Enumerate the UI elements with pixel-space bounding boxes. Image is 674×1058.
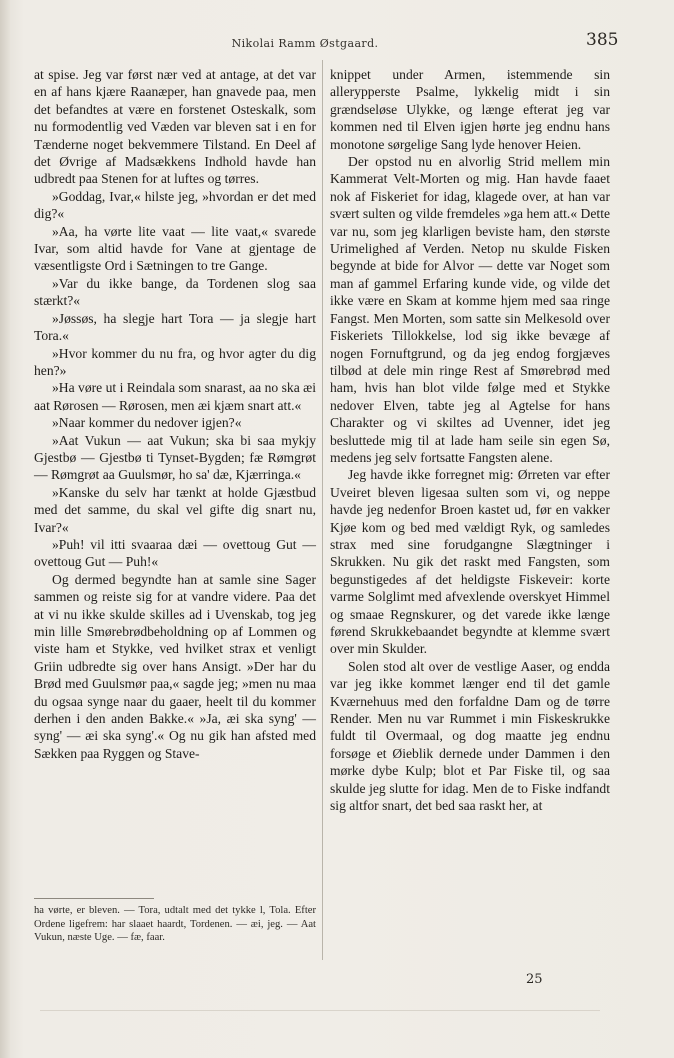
footnote-rule [34,898,154,899]
paragraph: »Hvor kommer du nu fra, og hvor agter du dig hen?» [34,345,316,378]
paragraph: »Puh! vil itti svaaraa dæi — ovettoug Gut — ovettoug Gut — Puh!« [34,536,316,570]
paragraph: »Goddag, Ivar,« hilste jeg, »hvordan er det med dig?« [34,188,316,222]
running-header-title: Nikolai Ramm Østgaard. [231,37,379,50]
paragraph: »Kanske du selv har tænkt at holde Gjæstbud med det samme, du skal vel gifte dig snart nu, Ivar?« [34,484,316,535]
paragraph: »Naar kommer du nedover igjen?« [52,415,242,431]
paragraph: Solen stod alt over de vestlige Aaser, og endda var jeg ikke kommet længer end til det gamle Kværnehuus med den forfaldne Dam og de tørre Render. Men nu var Rummet i min Fiskeskrukke fuldt til Overmaal, og dog maatte jeg endnu forsøge et Øieblik dernede under Dammen i den mørke dybe Kulp; blot et Par Fiske til, og saa skulde jeg slutte for idag. Men de to Fiske indfandt sig altfor snart, det bed saa raskt her, at [330,658,610,814]
paragraph: »Aat Vukun — aat Vukun; ska bi saa mykjy Gjestbø — Gjestbø ti Tynset-Bygden; fæ Rømgrøt — Rømgrøt aa Guulsmør, ho sa' dæ, Kjærringa.« [34,432,316,483]
right-column [330,66,610,814]
paragraph: knippet under Armen, istemmende sin allerypperste Psalme, lykkelig midt i sin grændseløse Ulykke, og længe efterat jeg var kommen ned til Elven igjen hørte jeg endnu hans monotone sørgelige Sang lyde henover Heien. [330,67,610,152]
page-edge [0,0,10,1058]
paragraph: »Var du ikke bange, da Tordenen slog saa stærkt?« [34,275,316,309]
paragraph: Og dermed begyndte han at samle sine Sager sammen og reiste sig for at vandre videre. Paa det at vi nu ikke skulde skilles ad i Uvenskab, tog jeg min lille Smørebrødbeholdning op af Lommen og viste ham et Stykke, ved hvilket strax et venligt Griin udbredte sig over hans Ansigt. »Der har du Brød med Guulsmør paa,« sagde jeg; »men nu maa du ogsaa synge naar du gaaer, heelt til du kommer derhen i den anden Bakke.« »Ja, æi ska syng' — syng' — æi ska syng'.« Og nu gik han afsted med Sækken paa Ryggen og Stave- [34,571,316,761]
paragraph: Jeg havde ikke forregnet mig: Ørreten var efter Uveiret bleven ligesaa sulten som vi, og neppe havde jeg nedenfor Broen kastet ud, før en vakker Kjøe kom og bed med vældigt Ryk, og samledes strax med sine forudgangne Slægtninger i Skrukken. Nu gik det raskt med Fangsten, som begunstigedes af det heldigste Fiskeveir: korte varme Solglimt med afvexlende overskyet Himmel og smaae Regnskurer, og det varede ikke længe førend Skrukkebaandet begyndte at klemme svært over min Skulder. [330,467,610,657]
column-divider [322,60,323,960]
page-number: 385 [586,30,619,50]
paragraph: »Aa, ha vørte lite vaat — lite vaat,« svarede Ivar, som altid havde for Vane at gjentage de væsentligste Ord i Sætningen to tre Gange. [34,223,316,274]
paragraph: Der opstod nu en alvorlig Strid mellem min Kammerat Velt-Morten og mig. Han havde faaet nok af Fiskeriet for idag, klagede over, at han var svært sulten og vilde fremdeles »ga hem att.« Dette var nu, som jeg klarligen beviste ham, den største Urimelighed af Verden. Netop nu skulde Fisken begynde at bide for Alvor — dette var Noget som man af gammel Erfaring kunde vide, og vilde det ikke være en Skam at komme hjem med saa ringe Fangst. Men Morten, som satte sin Melkesold over Fiskeriets Tillokkelse, lod sig ikke bevæge af nogen Fornuftgrund, og da jeg endog forgjæves tilbød at dele min ringe Rest af Smørebrød med ham, hvis han blot vilde følge med et Stykke nedover Elven, tabte jeg al Agtelse for hans Charakter og vi skiltes ad Uvenner, idet jeg besluttede mig til at lade ham seile sin egen Sø, medens jeg selv fortsatte Fangsten alene. [330,154,610,465]
left-column [34,66,316,762]
paragraph: at spise. Jeg var først nær ved at antage, at det var en af hans kjære Raanæper, han gnavede paa, men det befandtes at være en forstenet Osteskalk, som nu formodentlig ved Væden var bleven sat i en for Tænderne noget bekvemmere Tilstand. En Deel af det Øvrige af Madsækkens Indhold havde han udbredt paa Stenen for at luftes og tørres. [34,67,316,187]
signature-mark: 25 [526,972,543,987]
paragraph: »Jøssøs, ha slegje hart Tora — ja slegje hart Tora.« [34,310,316,344]
bottom-rule [40,1010,600,1011]
footnote: ha vørte, er bleven. — Tora, udtalt med det tykke l, Tola. Efter Ordene ligefrem: har slaaet haardt, Tordenen. — æi, jeg. — Aat Vukun, næste Uge. — fæ, faar. [34,905,316,944]
paragraph: »Ha vøre ut i Reindala som snarast, aa no ska æi aat Rørosen — Rørosen, men æi kjæm snart att.« [34,380,316,413]
